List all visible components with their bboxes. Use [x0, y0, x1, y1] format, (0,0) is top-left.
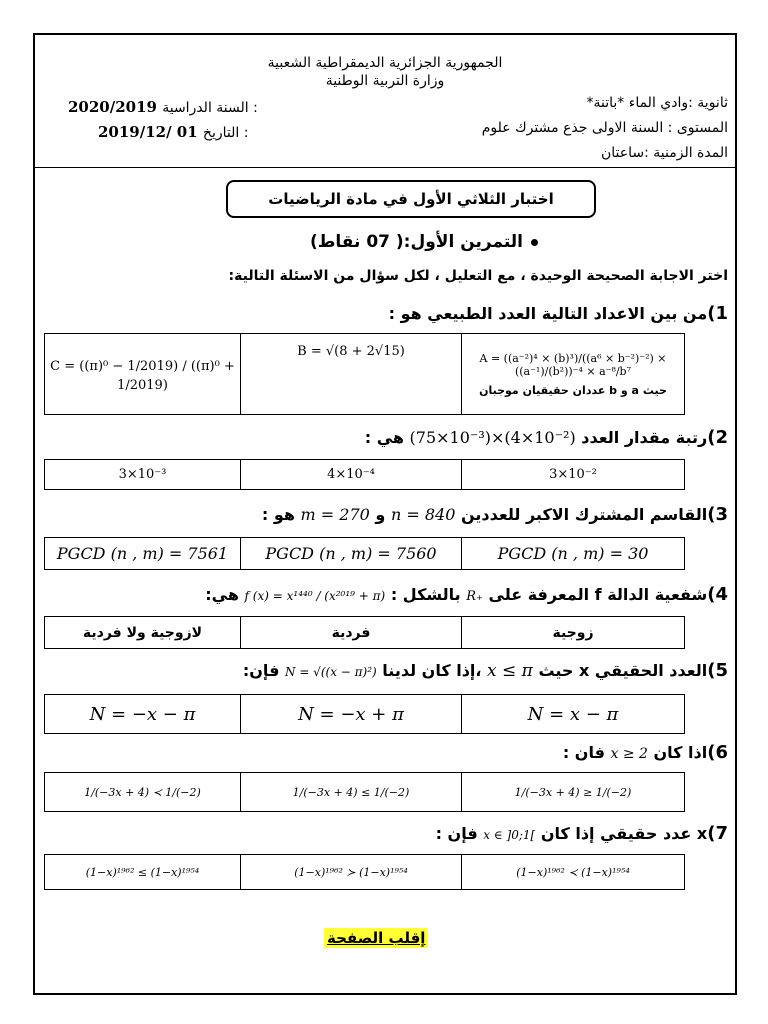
q7-option-3[interactable]: (1−x)¹⁹⁶² ≺ (1−x)¹⁹⁵⁴ [462, 855, 685, 890]
q4-number: 4) [707, 584, 728, 605]
q4-option-2[interactable]: فردية [241, 617, 462, 649]
q2-expression: (75×10⁻³)×(4×10⁻²) [409, 428, 576, 447]
q4-domain: R₊ [466, 589, 483, 604]
q2-number: 2) [707, 427, 728, 448]
q1-note: حيث a و b عددان حقيقيان موجبان [479, 383, 667, 397]
q7-number: 7) [707, 823, 728, 844]
q4-text: شفعية الدالة f المعرفة على [488, 585, 708, 604]
q6-options [44, 772, 685, 812]
q5-expression: N = √((x − π)²) [285, 665, 377, 679]
q2-suffix: هي : [364, 428, 404, 447]
q6-number: 6) [707, 742, 728, 763]
q1-option-a-text: A = ((a⁻²)⁴ × (b)³)/((a⁶ × b⁻²)⁻²) × ((a⁻¹)/(b²))⁻⁴ × a⁻⁸/b⁷ [479, 351, 667, 378]
q7-options [44, 854, 685, 890]
question-1 [389, 303, 728, 324]
q5-condition: x ≤ π [487, 661, 533, 681]
q4-options [44, 616, 685, 649]
q4-option-1[interactable]: لازوجية ولا فردية [45, 617, 241, 649]
q1-option-c-text: C = ((π)⁰ − 1/2019) / ((π)⁰ + 1/2019) [50, 359, 235, 393]
question-7 [436, 823, 728, 844]
q1-options [44, 333, 685, 415]
q1-text: من بين الاعداد التالية العدد الطبيعي هو : [388, 304, 708, 323]
q5-options [44, 694, 685, 734]
q4-function: f (x) = x¹⁴⁴⁰ / (x²⁰¹⁹ + π) [244, 589, 386, 603]
q3-text: القاسم المشترك الاكبر للعددين [460, 505, 708, 524]
bullet-icon [531, 239, 538, 246]
question-6 [563, 742, 728, 763]
date-value: 2019/12/ 01 [98, 123, 198, 141]
q3-option-2[interactable]: PGCD (n , m) = 7560 [241, 538, 462, 570]
q5-suffix: فإن: [242, 661, 280, 680]
question-2 [365, 427, 728, 448]
q3-options [44, 537, 685, 570]
exam-title: اختبار الثلاثي الأول في مادة الرياضيات [226, 180, 596, 218]
q3-n: n = 840 [390, 505, 456, 524]
q7-option-1[interactable]: (1−x)¹⁹⁶² ≤ (1−x)¹⁹⁵⁴ [45, 855, 241, 890]
q7-suffix: فإن : [435, 824, 478, 843]
q5-option-2[interactable]: N = −x + π [241, 695, 462, 734]
q3-and: و [375, 505, 386, 524]
q5-text: العدد الحقيقي x حيث [538, 661, 708, 680]
level-line: المستوى : السنة الاولى جذع مشترك علوم [481, 120, 728, 136]
q1-number: 1) [707, 303, 728, 324]
q6-suffix: فان : [562, 743, 605, 762]
q6-option-1[interactable]: 1/(−3x + 4) ≺ 1/(−2) [45, 773, 241, 812]
q6-option-2[interactable]: 1/(−3x + 4) ≤ 1/(−2) [241, 773, 462, 812]
question-3 [262, 504, 728, 525]
q2-option-2[interactable]: 4×10⁻⁴ [241, 460, 462, 490]
year-value: 2020/2019 [68, 98, 157, 116]
q4-shape: بالشكل : [390, 585, 461, 604]
exercise-title [310, 232, 538, 252]
q7-text: x عدد حقيقي إذا كان [540, 824, 708, 843]
ministry-line: وزارة التربية الوطنية [325, 73, 445, 89]
q4-suffix: هي: [205, 585, 239, 604]
q1-option-c[interactable] [45, 334, 241, 415]
q2-option-3[interactable]: 3×10⁻² [462, 460, 685, 490]
school-name: ثانوية :وادي الماء *باتنة* [586, 95, 728, 111]
question-4 [205, 584, 728, 605]
exam-date [98, 123, 248, 141]
q3-m: m = 270 [300, 505, 370, 524]
republic-line: الجمهورية الجزائرية الديمقراطية الشعبية [267, 55, 503, 71]
q1-option-a[interactable] [462, 334, 685, 415]
q2-text: رتبة مقدار العدد [581, 428, 708, 447]
q3-option-3[interactable]: PGCD (n , m) = 30 [462, 538, 685, 570]
q6-option-3[interactable]: 1/(−3x + 4) ≥ 1/(−2) [462, 773, 685, 812]
q5-number: 5) [707, 660, 728, 681]
duration-line: المدة الزمنية :ساعتان [600, 145, 728, 161]
q3-number: 3) [707, 504, 728, 525]
turn-page-note: إقلب الصفحة [324, 928, 428, 948]
year-label: السنة الدراسية : [162, 100, 258, 116]
q7-condition: x ∈ ]0;1[ [483, 828, 536, 842]
exercise-title-text: التمرين الأول:( 07 نقاط) [309, 232, 523, 252]
date-label: التاريخ : [202, 125, 249, 141]
q3-suffix: هو : [261, 505, 295, 524]
q1-option-b[interactable] [241, 334, 462, 415]
q2-option-1[interactable]: 3×10⁻³ [45, 460, 241, 490]
instruction: اختر الاجابة الصحيحة الوحيدة ، مع التعليل ، لكل سؤال من الاسئلة التالية: [228, 268, 728, 284]
q4-option-3[interactable]: زوجية [462, 617, 685, 649]
q5-option-3[interactable]: N = x − π [462, 695, 685, 734]
school-year [68, 98, 258, 116]
q5-mid: ،إذا كان لدينا [382, 661, 482, 680]
q5-option-1[interactable]: N = −x − π [45, 695, 241, 734]
question-5 [243, 660, 728, 681]
q6-condition: x ≥ 2 [610, 746, 648, 762]
q6-text: اذا كان [653, 743, 708, 762]
q1-option-b-text: B = √(8 + 2√15) [297, 344, 405, 359]
q3-option-1[interactable]: PGCD (n , m) = 7561 [45, 538, 241, 570]
q7-option-2[interactable]: (1−x)¹⁹⁶² ≻ (1−x)¹⁹⁵⁴ [241, 855, 462, 890]
q2-options [44, 459, 685, 490]
